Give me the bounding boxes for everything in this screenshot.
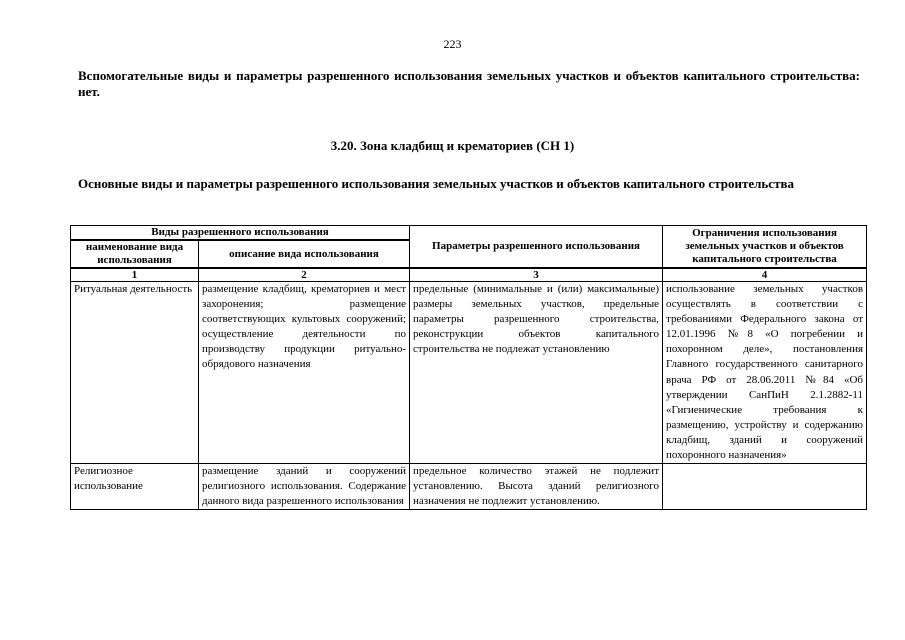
header-limits: Ограничения использования земельных участков и объектов капитального строительства <box>663 226 867 269</box>
header-use-desc: описание вида использования <box>199 240 410 268</box>
table-row <box>71 464 867 510</box>
zone-heading: 3.20. Зона кладбищ и крематориев (СН 1) <box>330 138 575 153</box>
row-use-name: Ритуальная деятельность <box>71 282 199 464</box>
table-row <box>71 282 867 464</box>
row-use-desc: размещение кладбищ, крематориев и мест захоронения; размещение соответствующих культовых сооружений; осуществление деятельности по производству продукции ритуально-обрядового назначения <box>199 282 410 464</box>
header-params: Параметры разрешенного использования <box>410 226 663 269</box>
main-uses-heading: Основные виды и параметры разрешенного использования земельных участков и объектов капитального строительства <box>78 176 794 191</box>
row-limits <box>663 464 867 510</box>
header-use-name: наименование вида использования <box>71 240 199 268</box>
col-number-2: 2 <box>199 268 410 282</box>
uses-table <box>70 225 867 510</box>
row-params: предельные (минимальные и (или) максимальные) размеры земельных участков, предельные параметры разрешенного строительства, реконструкции объектов капитального строительства не подлежат установлению <box>410 282 663 464</box>
col-number-3: 3 <box>410 268 663 282</box>
row-limits: использование земельных участков осуществлять в соответствии с требованиями Федерального закона от 12.01.1996 №8 «О погребении и похоронном деле», постановления Главного государственного санитарного врача РФ от 28.06.2011 №84 «Об утверждении СанПиН 2.1.2882-11 «Гигиенические требования к размещению, устройству и содержанию кладбищ, зданий и сооружений похоронного назначения» <box>663 282 867 464</box>
aux-uses-heading: Вспомогательные виды и параметры разрешенного использования земельных участков и объектов капитального строительства: нет. <box>78 68 860 99</box>
header-group-types: Виды разрешенного использования <box>71 226 410 241</box>
page-number: 223 <box>443 37 462 51</box>
row-use-desc: размещение зданий и сооружений религиозного использования. Содержание данного вида разрешенного использования <box>199 464 410 510</box>
col-number-4: 4 <box>663 268 867 282</box>
row-use-name: Религиозное использование <box>71 464 199 510</box>
col-number-1: 1 <box>71 268 199 282</box>
row-params: предельное количество этажей не подлежит установлению. Высота зданий религиозного назначения не подлежит установлению. <box>410 464 663 510</box>
